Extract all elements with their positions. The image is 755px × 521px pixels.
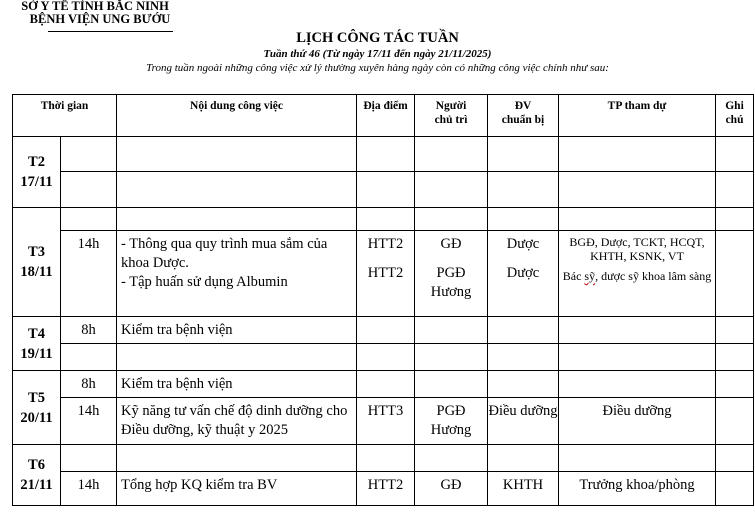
time-cell: 8h [61,317,117,344]
host-cell: GĐ [415,472,488,506]
col-host-1: Người [435,100,467,112]
org-line-1: SỞ Y TẾ TỈNH BẮC NINH [21,0,169,13]
attendees-1: BGĐ, Dược, TCKT, HCQT, KHTH, KSNK, VT [569,235,705,263]
content-cell: Kỹ năng tư vấn chế độ dinh dưỡng cho Điều dưỡng, kỹ thuật y 2025 [117,398,357,445]
col-host-2: chủ trì [434,114,468,126]
attendees-cell: Điều dưỡng [559,398,716,445]
day-date: 21/11 [20,477,53,493]
table-row [13,231,754,317]
location-cell: HTT2 [357,472,415,506]
attendees-2 [563,269,712,283]
table-row [13,445,754,472]
table-row [13,317,754,344]
table-row [13,344,754,371]
day-cell-t5 [13,371,61,445]
col-location: Địa điểm [357,95,415,137]
table-row [13,137,754,172]
location-cell [357,231,415,317]
content-cell [117,231,357,317]
location-2: HTT2 [367,265,404,281]
week-subtitle: Tuần thứ 46 (Từ ngày 17/11 đến ngày 21/11/2025) [263,48,492,60]
content-item-2: - Tập huấn sử dụng Albumin [121,274,288,290]
time-cell: 14h [61,231,117,317]
day-label: T4 [28,325,45,342]
col-time: Thời gian [13,95,117,137]
location-cell: HTT3 [357,398,415,445]
spellcheck-word: sỹ [584,269,596,283]
col-host [415,95,488,137]
content-item-1: - Thông qua quy trình mua sắm của khoa Dược. [121,236,328,271]
day-date: 18/11 [20,264,53,280]
prep-cell: KHTH [488,472,559,506]
content-cell: Kiểm tra bệnh viện [117,317,357,344]
col-prep-2: chuẩn bị [501,114,545,126]
content-cell: Tổng hợp KQ kiểm tra BV [117,472,357,506]
attendees-cell [559,231,716,317]
prep-1: Dược [506,236,540,252]
day-date: 17/11 [20,174,53,190]
col-prep-1: ĐV [514,100,532,112]
day-label: T3 [28,244,45,260]
day-label: T2 [28,154,45,170]
day-label: T6 [28,457,45,473]
col-attendees: TP tham dự [559,95,716,137]
host-cell [415,231,488,317]
day-cell-t4 [13,317,61,371]
schedule-table [12,94,754,506]
table-row [13,371,754,398]
day-date: 19/11 [20,345,53,362]
host-1: GĐ [440,236,462,252]
intro-text: Trong tuần ngoài những công việc xử lý thường xuyên hàng ngày còn có những công việc chính như sau: [146,62,609,74]
day-date: 20/11 [20,409,53,426]
attendees-2a: Bác [562,269,585,283]
day-cell-t2 [13,137,61,208]
table-row [13,208,754,231]
host-cell: PGĐ Hương [415,398,488,445]
col-prep [488,95,559,137]
time-cell: 8h [61,371,117,398]
location-1: HTT2 [367,236,404,252]
host-2: PGĐ Hương [430,265,472,300]
header-row [13,95,754,137]
table-row [13,398,754,445]
time-cell: 14h [61,398,117,445]
day-cell-t3 [13,208,61,317]
prep-cell: Điều dưỡng [488,398,559,445]
attendees-cell: Trưởng khoa/phòng [559,472,716,506]
attendees-2c: , dược sỹ khoa lâm sàng [595,269,712,283]
day-label: T5 [28,389,45,406]
table-row [13,472,754,506]
page-title: LỊCH CÔNG TÁC TUẦN [296,30,459,46]
day-cell-t6 [13,445,61,506]
table-row [13,172,754,208]
col-note-2: chú [725,114,744,126]
time-cell: 14h [61,472,117,506]
col-content: Nội dung công việc [117,95,357,137]
content-cell: Kiểm tra bệnh viện [117,371,357,398]
prep-cell [488,231,559,317]
col-note-1: Ghi [725,100,744,112]
col-note [716,95,754,137]
prep-2: Dược [506,265,540,281]
org-line-2: BỆNH VIỆN UNG BƯỚU [29,12,171,26]
